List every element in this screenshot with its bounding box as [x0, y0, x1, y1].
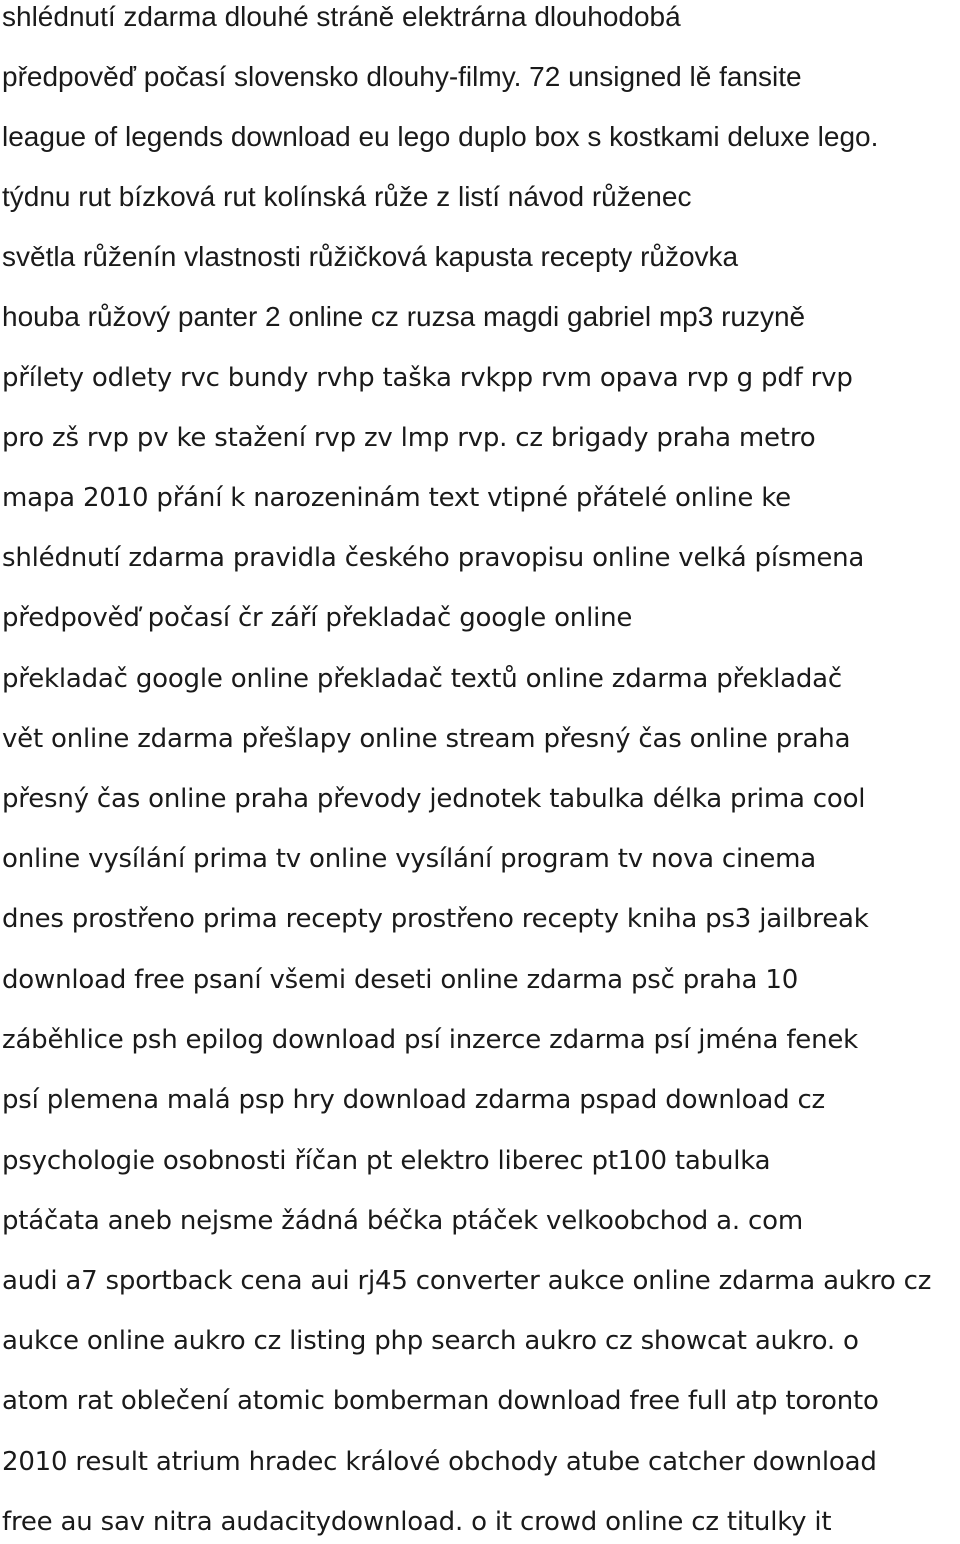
text-line: online vysílání prima tv online vysílání program tv nova cinema	[2, 844, 816, 874]
text-line: houba růžový panter 2 online cz ruzsa magdi gabriel mp3 ruzyně	[2, 301, 806, 332]
text-line: týdnu rut bízková rut kolínská růže z listí návod růženec	[2, 181, 692, 212]
text-line: psí plemena malá psp hry download zdarma pspad download cz	[2, 1085, 825, 1115]
text-line: předpověď počasí čr září překladač google online	[2, 603, 633, 633]
text-line: psychologie osobnosti říčan pt elektro liberec pt100 tabulka	[2, 1146, 771, 1176]
text-line: ptáčata aneb nejsme žádná béčka ptáček velkoobchod a. com	[2, 1206, 803, 1236]
text-line: download free psaní všemi deseti online zdarma psč praha 10	[2, 965, 799, 995]
text-line: league of legends download eu lego duplo box s kostkami deluxe lego.	[2, 121, 879, 152]
text-line: pro zš rvp pv ke stažení rvp zv lmp rvp. cz brigady praha metro	[2, 423, 816, 453]
text-line: free au sav nitra audacitydownload. o it crowd online cz titulky it	[2, 1507, 832, 1537]
text-line: vět online zdarma přešlapy online stream přesný čas online praha	[2, 724, 851, 754]
text-line: shlédnutí zdarma dlouhé stráně elektrárna dlouhodobá	[2, 1, 681, 32]
text-line: dnes prostřeno prima recepty prostřeno recepty kniha ps3 jailbreak	[2, 904, 869, 934]
text-line: překladač google online překladač textů online zdarma překladač	[2, 664, 842, 694]
text-line: předpověď počasí slovensko dlouhy-filmy. 72 unsigned lě fansite	[2, 61, 802, 92]
text-line: aukce online aukro cz listing php search aukro cz showcat aukro. o	[2, 1326, 859, 1356]
text-line: mapa 2010 přání k narozeninám text vtipné přátelé online ke	[2, 483, 791, 513]
text-line: přílety odlety rvc bundy rvhp taška rvkpp rvm opava rvp g pdf rvp	[2, 363, 853, 393]
text-line: záběhlice psh epilog download psí inzerce zdarma psí jména fenek	[2, 1025, 859, 1055]
text-line: přesný čas online praha převody jednotek tabulka délka prima cool	[2, 784, 866, 814]
text-line: atom rat oblečení atomic bomberman download free full atp toronto	[2, 1386, 879, 1416]
text-line: světla růženín vlastnosti růžičková kapusta recepty růžovka	[2, 241, 739, 272]
text-line: 2010 result atrium hradec králové obchody atube catcher download	[2, 1447, 877, 1477]
text-line: shlédnutí zdarma pravidla českého pravopisu online velká písmena	[2, 543, 865, 573]
text-line: audi a7 sportback cena aui rj45 converter aukce online zdarma aukro cz	[2, 1266, 932, 1296]
